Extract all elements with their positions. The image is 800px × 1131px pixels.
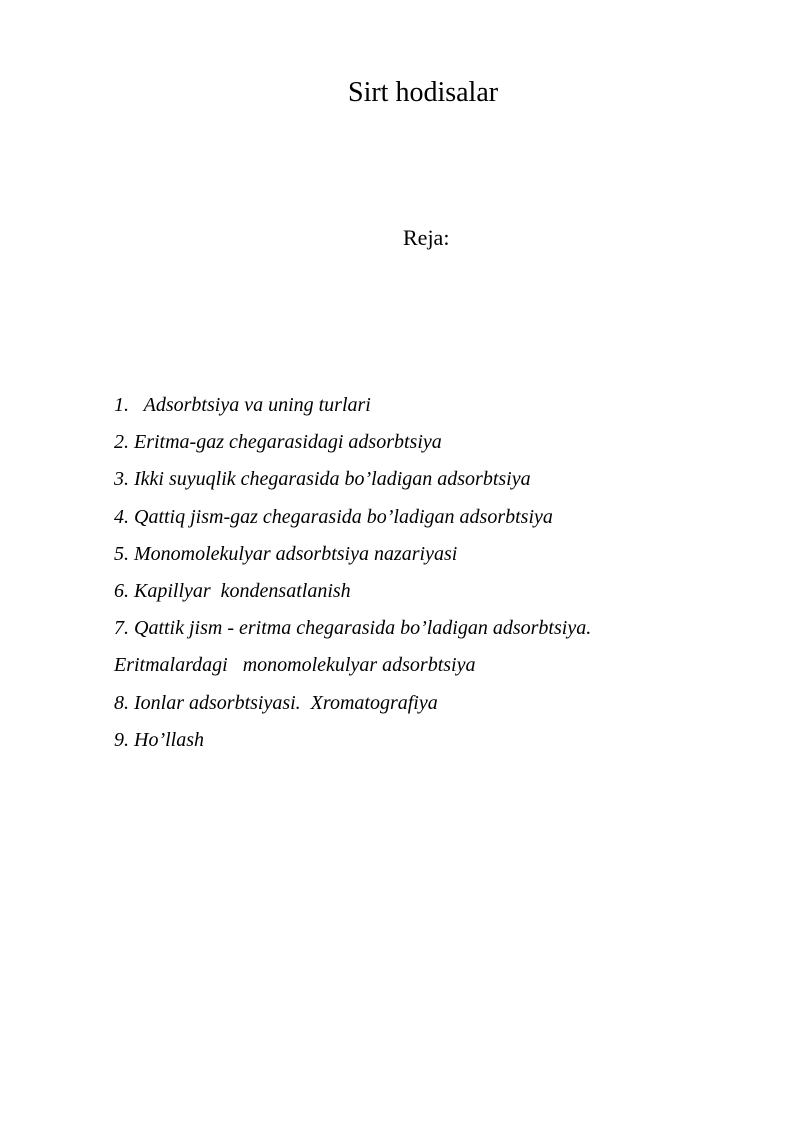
plan-item: 5. Monomolekulyar adsorbtsiya nazariyasi: [114, 542, 458, 565]
plan-item: 2. Eritma-gaz chegarasidagi adsorbtsiya: [114, 431, 442, 454]
plan-list: [114, 392, 754, 764]
plan-item: 9. Ho’llash: [114, 728, 204, 751]
plan-item-continuation: Eritmalardagi monomolekulyar adsorbtsiya: [114, 654, 476, 677]
plan-item: 8. Ionlar adsorbtsiyasi. Xromatografiya: [114, 691, 438, 714]
plan-item: 7. Qattik jism - eritma chegarasida bo’ladigan adsorbtsiya.: [114, 617, 592, 640]
plan-heading: Reja:: [403, 225, 450, 250]
plan-item: 4. Qattiq jism-gaz chegarasida bo’ladigan adsorbtsiya: [114, 505, 553, 528]
plan-item: 3. Ikki suyuqlik chegarasida bo’ladigan adsorbtsiya: [114, 468, 531, 491]
plan-item: 1. Adsorbtsiya va uning turlari: [114, 394, 371, 416]
plan-item: 6. Kapillyar kondensatlanish: [114, 579, 351, 602]
document-title: Sirt hodisalar: [348, 77, 499, 108]
